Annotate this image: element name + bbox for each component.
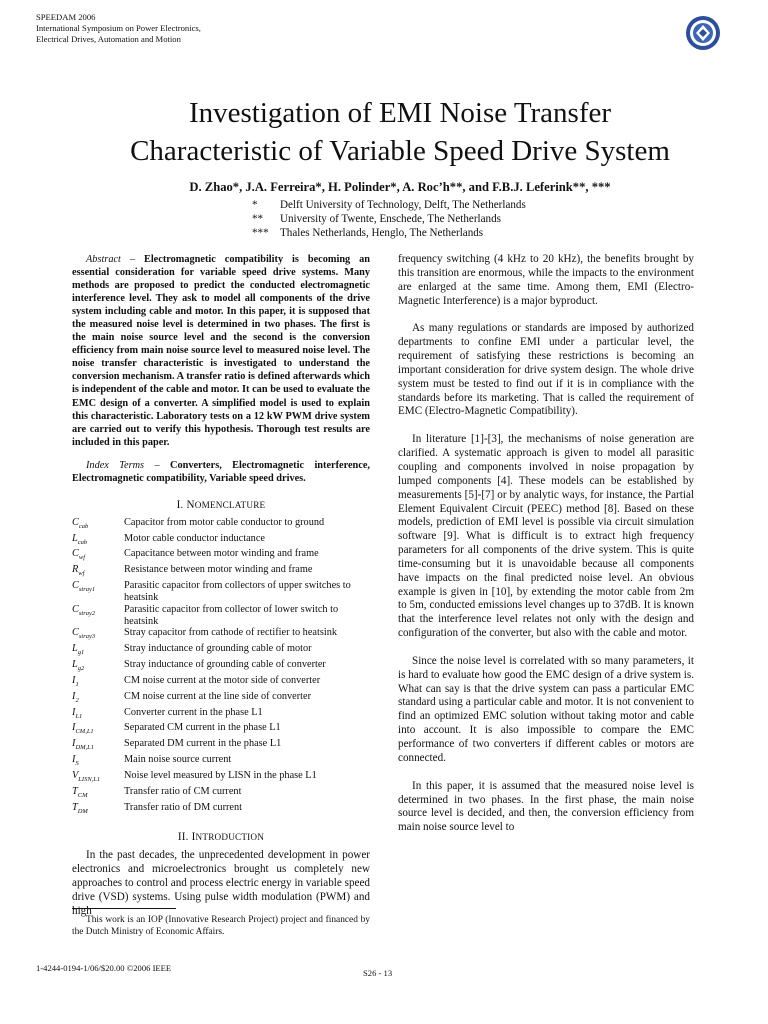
abstract-text: Electromagnetic compatibility is becoming an essential consideration for variable speed drive systems. Many methods are proposed to predict the conducted electromagnetic interference level. They ask to model all components of the drive system including cable and motor. In this paper, it is supposed that the measured noise level is determined in two phases. The first is the main noise source level and the second is the conversion efficiency from main noise source level to measured noise level. The noise transfer characteristic is investigated to understand the conversion mechanism. A transfer ratio is defined afterwards which is independent of the cable and motor. It can be used to evaluate the EMC design of a converter. A simplified model is used to explain this characteristic. Laboratory tests on a 12 kW PWM drive system are carried out to verify this hypothesis. Thorough test results are included in this paper. xyxy=(72,254,371,448)
symbol-base: L xyxy=(72,659,78,671)
symbol-subscript: DM xyxy=(77,807,88,815)
nomenclature-row xyxy=(72,722,370,738)
symbol-base: C xyxy=(72,603,79,615)
nomenclature-symbol xyxy=(72,643,124,659)
nomenclature-row xyxy=(72,675,370,691)
symbol-subscript: stray1 xyxy=(78,586,96,594)
section-number: I. xyxy=(176,498,184,511)
symbol-base: C xyxy=(72,548,79,560)
footnote: This work is an IOP (Innovative Research Project) project and financed by the Dutch Ministry of Economic Affairs. xyxy=(72,915,370,937)
symbol-subscript: 2 xyxy=(75,696,79,704)
footnote-rule xyxy=(72,908,176,909)
nomenclature-row xyxy=(72,604,370,628)
nomenclature-symbol xyxy=(72,533,124,549)
nomenclature-row xyxy=(72,533,370,549)
left-column xyxy=(72,253,370,919)
symbol-subscript: stray2 xyxy=(78,609,96,617)
abstract xyxy=(72,253,370,449)
index-terms xyxy=(72,459,370,485)
symbol-base: C xyxy=(72,580,79,592)
nomenclature-row xyxy=(72,754,370,770)
symbol-base: L xyxy=(72,643,78,655)
affiliation-text: Thales Netherlands, Henglo, The Netherlands xyxy=(280,227,484,239)
symbol-subscript: wf xyxy=(78,554,86,562)
section-heading-introduction xyxy=(72,831,370,843)
affiliation-mark: ** xyxy=(252,213,264,225)
nomenclature-row xyxy=(72,517,370,533)
nomenclature-row xyxy=(72,770,370,786)
symbol-subscript: LISN,L1 xyxy=(78,776,101,783)
index-terms-text: Converters, Electromagnetic interference, Electromagnetic compatibility, Variable speed drives. xyxy=(72,459,370,484)
symbol-subscript: g2 xyxy=(77,665,85,673)
symbol-subscript: CM xyxy=(77,791,88,799)
nomenclature-definition: Stray inductance of grounding cable of converter xyxy=(124,659,326,671)
nomenclature-symbol xyxy=(72,548,124,564)
nomenclature-symbol xyxy=(72,770,124,786)
symbol-base: I xyxy=(72,754,76,766)
nomenclature-row xyxy=(72,564,370,580)
paper-title xyxy=(40,94,760,170)
section-number: II. xyxy=(177,831,189,844)
nomenclature-symbol xyxy=(72,691,124,707)
nomenclature-symbol xyxy=(72,517,124,533)
nomenclature-definition: Stray inductance of grounding cable of motor xyxy=(124,643,312,655)
section-rest: NTRODUCTION xyxy=(195,832,265,843)
author-list: D. Zhao*, J.A. Ferreira*, H. Polinder*, A. Roc’h**, and F.B.J. Leferink**, *** xyxy=(189,180,611,194)
nomenclature-row xyxy=(72,802,370,818)
nomenclature-definition: Parasitic capacitor from collector of lower switch to heatsink xyxy=(124,603,339,627)
symbol-subscript: cab xyxy=(78,522,89,530)
nomenclature-definition: Stray capacitor from cathode of rectifier to heatsink xyxy=(124,627,337,639)
nomenclature-definition: CM noise current at the motor side of converter xyxy=(124,674,321,686)
nomenclature-row xyxy=(72,580,370,604)
nomenclature-symbol xyxy=(72,580,124,596)
symbol-subscript: 1 xyxy=(75,680,79,688)
nomenclature-symbol xyxy=(72,786,124,802)
symbol-subscript: g1 xyxy=(77,649,85,657)
affiliations xyxy=(252,198,526,240)
nomenclature-row xyxy=(72,659,370,675)
nomenclature-row xyxy=(72,643,370,659)
index-terms-label: Index Terms – xyxy=(86,459,160,471)
nomenclature-definition: Capacitor from motor cable conductor to ground xyxy=(124,516,325,528)
nomenclature-symbol xyxy=(72,738,124,754)
nomenclature-definition: CM noise current at the line side of converter xyxy=(124,690,311,702)
nomenclature-list xyxy=(72,517,370,818)
nomenclature-symbol xyxy=(72,754,124,770)
symbol-subscript: wf xyxy=(78,570,85,578)
nomenclature-definition: Main noise source current xyxy=(124,754,232,766)
nomenclature-symbol xyxy=(72,722,124,738)
page-number: S26 - 13 xyxy=(363,968,393,978)
nomenclature-definition: Parasitic capacitor from collectors of upper switches to heatsink xyxy=(124,580,351,603)
affiliation-row xyxy=(252,198,526,212)
copyright-line: 1-4244-0194-1/06/$20.00 ©2006 IEEE xyxy=(36,963,172,973)
section-initial: N xyxy=(186,498,195,511)
nomenclature-definition: Transfer ratio of CM current xyxy=(124,785,242,797)
title-line-1: Investigation of EMI Noise Transfer xyxy=(188,97,612,129)
ieee-logo-icon xyxy=(684,14,722,52)
symbol-base: I xyxy=(72,674,76,686)
nomenclature-row xyxy=(72,707,370,723)
affiliation-row xyxy=(252,212,526,226)
nomenclature-row xyxy=(72,627,370,643)
body-paragraph: frequency switching (4 kHz to 20 kHz), the benefits brought by this transition are enormous, while the impacts to the environment are enlarged at the same time. Among them, EMI (Electro-Magnetic Interference) is a major byproduct. xyxy=(398,253,694,307)
nomenclature-symbol xyxy=(72,564,124,580)
affiliation-text: University of Twente, Enschede, The Netherlands xyxy=(280,213,501,225)
nomenclature-definition: Separated CM current in the phase L1 xyxy=(124,722,281,734)
nomenclature-definition: Capacitance between motor winding and frame xyxy=(124,548,319,560)
affiliation-mark: * xyxy=(252,199,258,211)
conference-name: SPEEDAM 2006 xyxy=(36,12,96,22)
nomenclature-symbol xyxy=(72,604,124,620)
conference-header xyxy=(36,12,201,46)
nomenclature-row xyxy=(72,738,370,754)
nomenclature-symbol xyxy=(72,707,124,723)
affiliation-row xyxy=(252,226,526,240)
section-heading-nomenclature xyxy=(72,499,370,511)
symbol-base: L xyxy=(72,532,78,544)
symbol-base: I xyxy=(72,706,76,718)
symbol-subscript: stray3 xyxy=(78,633,96,641)
symbol-subscript: S xyxy=(75,760,79,768)
right-column xyxy=(398,253,694,849)
nomenclature-definition: Separated DM current in the phase L1 xyxy=(124,738,282,750)
symbol-subscript: DM,L1 xyxy=(75,744,95,752)
abstract-label: Abstract – xyxy=(86,254,135,265)
nomenclature-definition: Motor cable conductor inductance xyxy=(124,532,265,544)
symbol-subscript: CM,L1 xyxy=(75,728,94,736)
affiliation-mark: *** xyxy=(252,227,269,239)
conference-line-2: International Symposium on Power Electronics, xyxy=(36,23,201,34)
symbol-base: T xyxy=(72,785,78,797)
nomenclature-symbol xyxy=(72,675,124,691)
nomenclature-definition: Noise level measured by LISN in the phase L1 xyxy=(124,769,317,781)
symbol-subscript: cab xyxy=(77,538,88,546)
nomenclature-symbol xyxy=(72,659,124,675)
symbol-base: R xyxy=(72,564,79,576)
section-rest: OMENCLATURE xyxy=(194,499,266,510)
nomenclature-row xyxy=(72,691,370,707)
nomenclature-row xyxy=(72,786,370,802)
symbol-base: C xyxy=(72,516,79,528)
symbol-subscript: L1 xyxy=(75,712,83,720)
conference-line-3: Electrical Drives, Automation and Motion xyxy=(36,34,181,45)
symbol-base: I xyxy=(72,722,76,734)
body-paragraph: Since the noise level is correlated with so many parameters, it is hard to evaluate how good the EMC design of a drive system is. What can say is that the drive system can pass a particular EMC standard using a particular cable and motor. It is not convenient to find an optimized EMC solution without taking motor and cable into account. It is also impossible to compare the EMC performance of two converters if different cables or motors are connected. xyxy=(398,654,694,764)
nomenclature-definition: Transfer ratio of DM current xyxy=(124,801,243,813)
intro-paragraph: In the past decades, the unprecedented development in power electronics and microelectronics brought us completely new approaches to control and process electric energy in variable speed drive (VSD) systems. Using pulse width modulation (PWM) and high xyxy=(72,849,370,917)
affiliation-text: Delft University of Technology, Delft, The Netherlands xyxy=(280,199,526,211)
section-initial: I xyxy=(191,831,196,844)
nomenclature-symbol xyxy=(72,627,124,643)
body-paragraph: As many regulations or standards are imposed by authorized departments to confine EMI under a particular level, the requirement of satisfying these restrictions is becoming an important consideration for drive system design. The whole drive system must be tested to find out if it is in compliance with the standards before its marketing. That is called the requirement of EMC (Electro-Magnetic Compatibility). xyxy=(398,322,694,418)
body-paragraph: In this paper, it is assumed that the measured noise level is determined in two phases. In the first phase, the main noise source level is decided, and then, the conversion efficiency from main noise source level to xyxy=(398,779,694,834)
nomenclature-symbol xyxy=(72,802,124,818)
symbol-base: I xyxy=(72,690,76,702)
symbol-base: T xyxy=(72,801,78,813)
nomenclature-row xyxy=(72,548,370,564)
symbol-base: V xyxy=(72,769,79,781)
nomenclature-definition: Converter current in the phase L1 xyxy=(124,706,263,718)
symbol-base: C xyxy=(72,627,79,639)
title-line-2: Characteristic of Variable Speed Drive System xyxy=(130,135,670,167)
body-paragraph: In literature [1]-[3], the mechanisms of noise generation are clarified. A systematic approach is given to model all parasitic coupling and components involved in noise propagation by lumped components [4]. These models can be established by measurements [5]-[7] or by analytic ways, for instance, the Partial Element Equivalent Circuit (PEEC) method [8]. Based on these models, prediction of EMI level is possible via circuit simulation software [9]. What is difficult is to extract high frequency parameters for all components of the drive system. This is quite time-consuming but it is unavoidable because all components have impacts on the final predicted noise level. An obvious example is given in [10], by extending the motor cable from 2m to 5m, conducted emissions level changes up to 37dB. It is known that the interference level relates not only with the design and configuration of the converter, but also with the cable and motor. xyxy=(398,433,694,640)
symbol-base: I xyxy=(72,738,76,750)
nomenclature-definition: Resistance between motor winding and frame xyxy=(124,564,313,576)
